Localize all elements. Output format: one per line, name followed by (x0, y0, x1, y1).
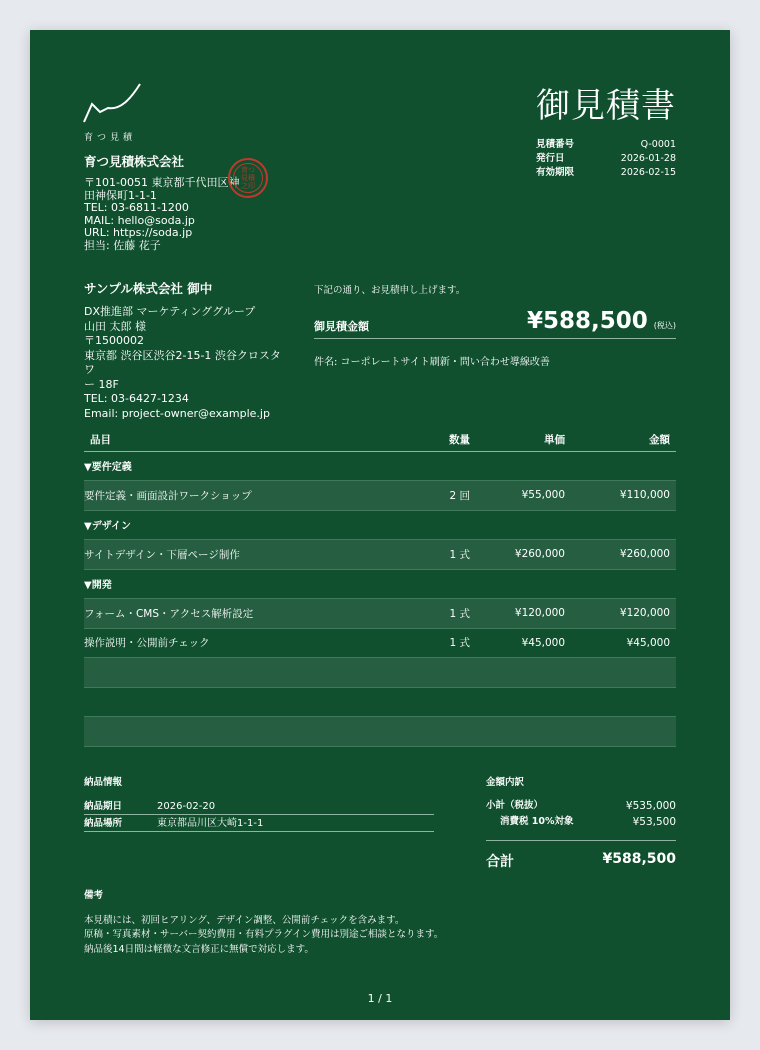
item-qty: 1 式 (396, 628, 476, 658)
header-unit: 単価 (476, 428, 571, 451)
remark-line: 原稿・写真素材・サーバー契約費用・有料プラグイン費用は別途ご相談となります。 (84, 929, 444, 940)
client-tel: TEL: 03-6427-1234 (84, 392, 189, 405)
item-unit-price: ¥120,000 (476, 599, 571, 629)
page-number: 1 / 1 (367, 992, 393, 1005)
meta-row: 有効期限 2026-02-15 (536, 167, 676, 178)
client-department: DX推進部 マーケティンググループ (84, 305, 256, 318)
section-row: ▼デザイン (84, 510, 676, 540)
amount-line (314, 308, 676, 339)
item-qty: 1 式 (396, 599, 476, 629)
section-row: ▼要件定義 (84, 451, 676, 481)
delivery-heading: 納品情報 (84, 777, 123, 788)
grand-total: 合計 ¥588,500 (486, 840, 676, 871)
issuer-address: 〒101-0051 東京都千代田区神 (84, 176, 240, 189)
subject: 件名: コーポレートサイト刷新・問い合わせ導線改善 (314, 357, 550, 368)
item-name: 操作説明・公開前チェック (84, 628, 396, 658)
quote-summary (314, 282, 676, 368)
header-qty: 数量 (396, 428, 476, 451)
item-amount: ¥110,000 (571, 481, 676, 511)
amount-breakdown (486, 774, 676, 871)
empty-row (84, 687, 676, 717)
item-name: フォーム・CMS・アクセス解析設定 (84, 599, 396, 629)
amount-label: 御見積金額 (314, 320, 369, 333)
summary-lead: 下記の通り、お見積申し上げます。 (314, 285, 466, 296)
section-row: ▼開発 (84, 569, 676, 599)
remarks-heading: 備考 (84, 890, 104, 901)
table-row (84, 599, 676, 629)
issuer-mail: MAIL: hello@soda.jp (84, 213, 195, 227)
delivery-row: 納品期日 2026-02-20 (84, 798, 434, 815)
table-row (84, 481, 676, 511)
header-amount: 金額 (571, 428, 676, 451)
company-logo (82, 82, 142, 143)
issuer-name: 育つ見積株式会社 (84, 154, 185, 169)
line-items-table (84, 428, 676, 747)
table-row (84, 628, 676, 658)
meta-row: 発行日 2026-01-28 (536, 153, 676, 164)
subtotal-row: 小計（税抜） ¥535,000 (486, 800, 676, 812)
company-seal: 育つ 見積 之印 (228, 158, 268, 198)
item-amount: ¥45,000 (571, 628, 676, 658)
client-block (84, 281, 284, 421)
item-unit-price: ¥260,000 (476, 540, 571, 570)
item-amount: ¥260,000 (571, 540, 676, 570)
header-item: 品目 (84, 428, 396, 451)
breakdown-heading: 金額内訳 (486, 777, 525, 788)
document-title: 御見積書 (536, 86, 676, 126)
item-name: 要件定義・画面設計ワークショップ (84, 481, 396, 511)
remark-line: 納品後14日間は軽微な文言修正に無償で対応します。 (84, 943, 314, 955)
client-postal: 〒1500002 (84, 334, 144, 347)
delivery-row: 納品場所 東京都品川区大崎1-1-1 (84, 815, 434, 832)
logo-text: 育つ見積 (84, 133, 137, 143)
tax-note: (税込) (653, 321, 676, 330)
client-person: 山田 太郎 様 (84, 319, 146, 333)
tax-row: 消費税 10%対象 ¥53,500 (500, 816, 676, 828)
growth-chart-icon (82, 82, 142, 126)
total-amount: ¥588,500 (526, 308, 648, 334)
issuer-address: 田神保町1-1-1 (84, 188, 157, 202)
empty-row (84, 717, 676, 747)
remarks (84, 889, 584, 957)
client-name: サンプル株式会社 御中 (84, 281, 213, 296)
client-email: Email: project-owner@example.jp (84, 406, 270, 420)
issuer-tel: TEL: 03-6811-1200 (84, 201, 189, 214)
item-unit-price: ¥45,000 (476, 628, 571, 658)
delivery-info (84, 774, 434, 832)
quote-page (30, 30, 730, 1020)
issuer-url: URL: https://soda.jp (84, 226, 193, 239)
item-qty: 2 回 (396, 481, 476, 511)
item-qty: 1 式 (396, 540, 476, 570)
item-amount: ¥120,000 (571, 599, 676, 629)
meta-row: 見積番号 Q-0001 (536, 139, 676, 150)
table-header-row (84, 428, 676, 451)
client-address: 東京都 渋谷区渋谷2-15-1 渋谷クロスタワ (84, 348, 281, 376)
item-name: サイトデザイン・下層ページ制作 (84, 540, 396, 570)
client-address: ー 18F (84, 377, 119, 391)
quote-meta (536, 138, 676, 180)
item-unit-price: ¥55,000 (476, 481, 571, 511)
remark-line: 本見積には、初回ヒアリング、デザイン調整、公開前チェックを含みます。 (84, 914, 405, 926)
empty-row (84, 658, 676, 688)
table-row (84, 540, 676, 570)
issuer-contact: 担当: 佐藤 花子 (84, 238, 161, 252)
